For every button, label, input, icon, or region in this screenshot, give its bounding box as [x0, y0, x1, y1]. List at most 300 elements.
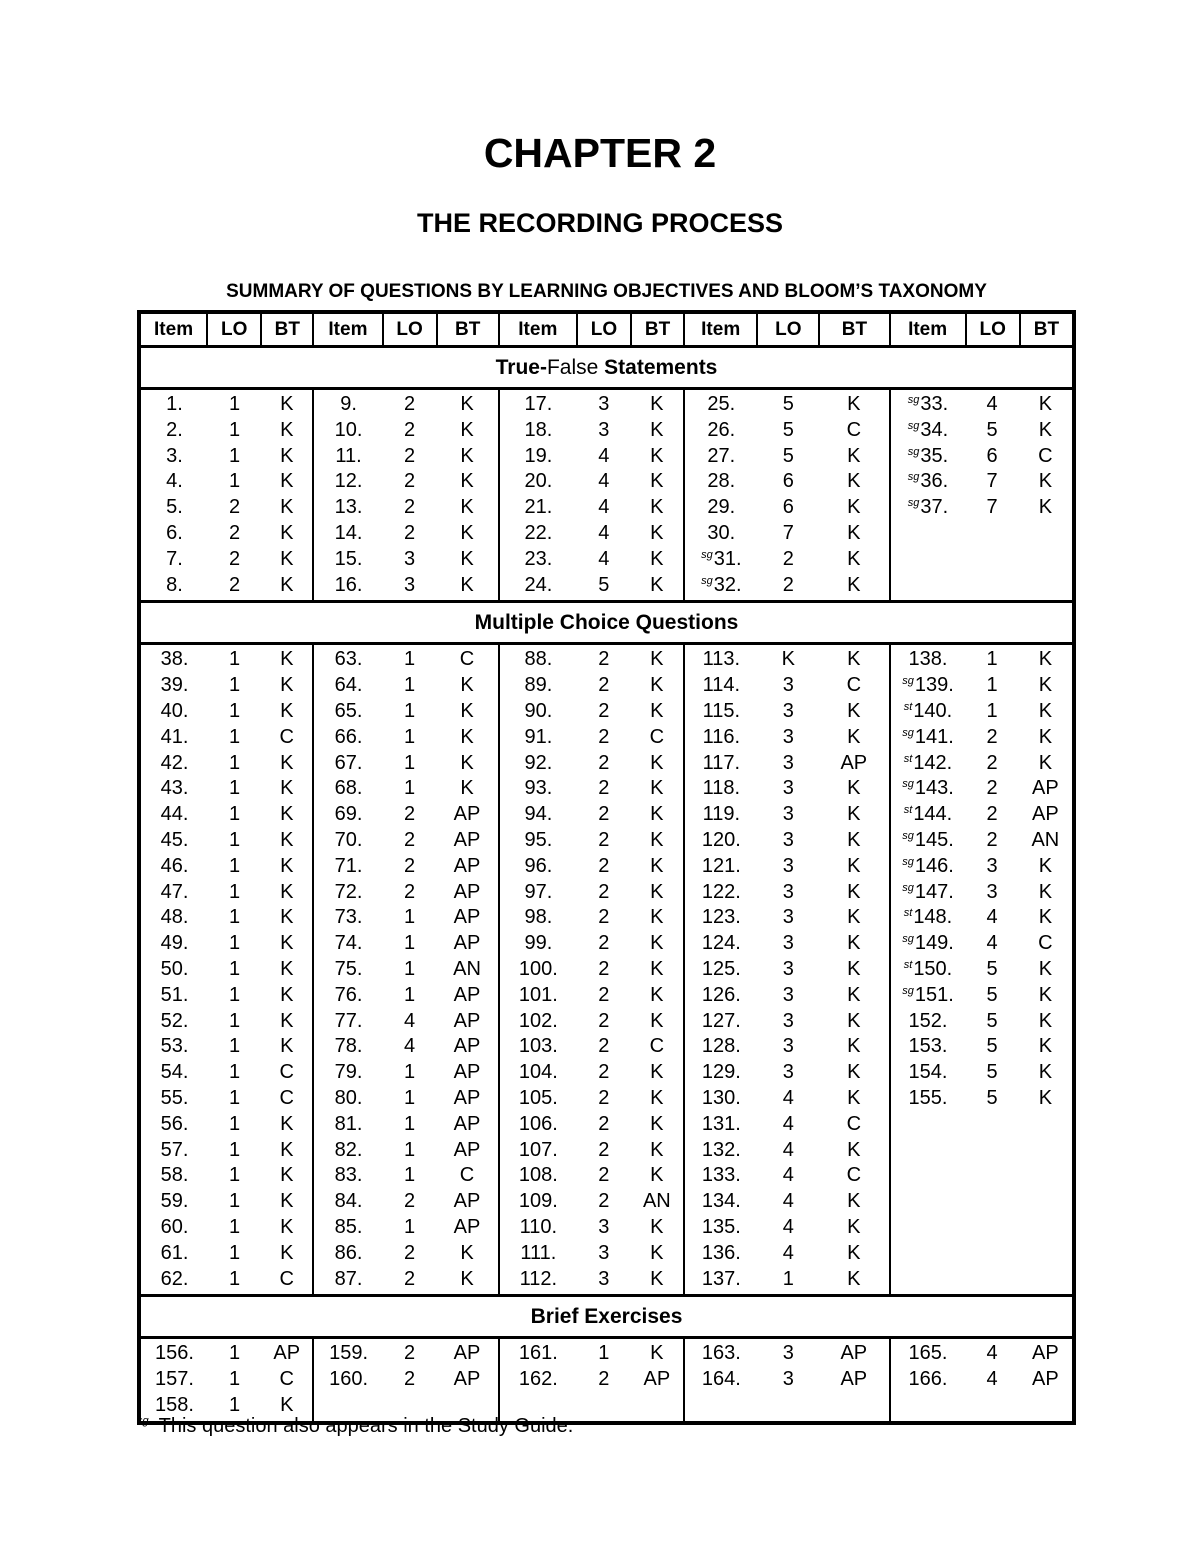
item-number: 115. — [702, 699, 741, 722]
item-cell — [500, 1163, 577, 1189]
item-cell — [685, 1086, 757, 1112]
table-row — [314, 1215, 497, 1241]
item-cell — [500, 647, 577, 673]
item-cell — [141, 1163, 208, 1189]
bt-cell: AP — [453, 1086, 481, 1109]
item-cell — [891, 495, 966, 521]
lo-cell: 2 — [598, 1138, 610, 1161]
table-row — [500, 1267, 683, 1293]
item-number: 133. — [701, 1164, 741, 1187]
lo-cell: 4 — [598, 521, 610, 544]
item-number: 35. — [920, 444, 949, 467]
table-row — [141, 1163, 312, 1189]
item-marker: sg — [902, 829, 914, 842]
table-row — [141, 521, 312, 547]
table-row — [314, 1241, 497, 1267]
table-row — [891, 673, 1072, 699]
item-number: 127. — [701, 1009, 741, 1032]
bt-cell: AP — [453, 1061, 481, 1084]
bt-cell: C — [846, 674, 862, 697]
bt-cell: K — [650, 1215, 664, 1238]
item-number: 10. — [334, 418, 363, 441]
item-number: 74. — [334, 932, 363, 955]
bt-cell: K — [280, 854, 294, 877]
item-number: 140. — [913, 699, 953, 722]
lo-cell: 5 — [986, 1061, 998, 1084]
lo-cell: 3 — [782, 1061, 794, 1084]
item-number: 53. — [160, 1035, 189, 1058]
item-cell — [314, 673, 382, 699]
item-number: 79. — [334, 1061, 363, 1084]
header-bt: BT — [631, 312, 684, 347]
table-row — [314, 573, 497, 599]
lo-cell: 3 — [598, 1241, 610, 1264]
lo-cell: 2 — [598, 1190, 610, 1213]
item-number: 31. — [713, 547, 742, 570]
table-row — [314, 469, 497, 495]
bt-cell: K — [847, 521, 861, 544]
bt-cell: K — [847, 1138, 861, 1161]
lo-cell: 2 — [598, 648, 610, 671]
item-marker: sg — [907, 445, 920, 458]
lo-cell: 2 — [229, 547, 241, 570]
item-cell — [141, 444, 208, 470]
table-row — [500, 1138, 683, 1164]
item-number: 8. — [166, 573, 183, 596]
table-row — [891, 1086, 1072, 1112]
table-row — [141, 776, 312, 802]
table-row — [685, 444, 888, 470]
item-number: 20. — [524, 470, 553, 493]
lo-cell: 1 — [403, 725, 416, 748]
summary-table — [137, 310, 1076, 1425]
lo-cell: 2 — [403, 470, 416, 493]
table-row — [141, 725, 312, 751]
lo-cell: 2 — [598, 828, 610, 851]
item-cell — [685, 1367, 757, 1393]
table-row — [685, 699, 888, 725]
item-cell — [314, 983, 382, 1009]
lo-cell: 2 — [403, 828, 416, 851]
lo-cell: 1 — [403, 674, 416, 697]
bt-cell: K — [460, 496, 474, 519]
lo-cell: 2 — [986, 725, 998, 748]
item-number: 45. — [160, 828, 189, 851]
item-number: 33. — [920, 393, 949, 415]
lo-cell: 2 — [782, 547, 794, 570]
lo-cell: 1 — [403, 1112, 416, 1135]
chapter-title: THE RECORDING PROCESS — [416, 208, 784, 238]
header-bt: BT — [437, 312, 499, 347]
item-number: 107. — [518, 1138, 558, 1161]
lo-cell: 3 — [598, 1267, 610, 1290]
item-number: 163. — [701, 1342, 741, 1365]
bt-cell: AP — [453, 1035, 481, 1058]
table-row — [891, 931, 1072, 957]
item-marker: sg — [907, 471, 920, 484]
chapter-heading: CHAPTER 2 — [483, 130, 717, 176]
bt-cell: AP — [453, 983, 481, 1006]
item-cell — [500, 1009, 577, 1035]
table-row — [314, 1086, 497, 1112]
item-cell — [314, 905, 382, 931]
item-number: 109. — [518, 1190, 558, 1213]
column-group — [499, 1338, 684, 1423]
lo-cell: 4 — [782, 1112, 794, 1135]
item-number: 32. — [713, 573, 742, 596]
item-number: 131. — [701, 1112, 741, 1135]
item-number: 24. — [524, 573, 553, 596]
table-row — [500, 1060, 683, 1086]
item-cell — [314, 1112, 382, 1138]
item-marker: sg — [902, 778, 914, 791]
item-marker: st — [903, 700, 913, 713]
item-number: 29. — [707, 496, 736, 519]
bt-cell: K — [1038, 983, 1053, 1006]
item-cell — [891, 905, 966, 931]
table-row — [685, 983, 888, 1009]
bt-cell: K — [460, 674, 474, 697]
item-cell — [500, 725, 577, 751]
lo-cell: 2 — [403, 854, 416, 877]
table-row — [891, 983, 1072, 1009]
item-marker: sg — [907, 394, 920, 406]
item-cell — [141, 751, 208, 777]
item-number: 28. — [707, 470, 736, 493]
bt-cell: K — [280, 777, 294, 800]
item-number: 108. — [518, 1164, 558, 1187]
bt-cell: K — [847, 1267, 861, 1290]
lo-cell: 4 — [403, 1035, 416, 1058]
lo-cell: 2 — [986, 751, 998, 774]
bt-cell: K — [847, 854, 861, 877]
bt-cell: C — [1038, 444, 1053, 467]
bt-cell: AP — [273, 1342, 301, 1365]
item-cell — [314, 1060, 382, 1086]
lo-cell: 2 — [403, 1267, 416, 1290]
table-row — [685, 776, 888, 802]
lo-cell: 4 — [782, 1086, 794, 1109]
item-marker: sg — [902, 984, 914, 997]
item-number: 71. — [334, 854, 363, 877]
bt-cell: AP — [453, 854, 481, 877]
table-row — [314, 1189, 497, 1215]
bt-cell: AP — [453, 803, 481, 826]
table-row — [141, 983, 312, 1009]
item-number: 152. — [908, 1009, 948, 1032]
table-row — [314, 1009, 497, 1035]
item-number: 34. — [920, 418, 949, 441]
table-row — [141, 1138, 312, 1164]
table-row — [500, 418, 683, 444]
column-group — [684, 1338, 889, 1423]
item-number: 166. — [908, 1368, 948, 1391]
bt-cell: K — [280, 1190, 294, 1213]
item-cell — [685, 983, 757, 1009]
lo-cell: 1 — [403, 699, 416, 722]
item-cell — [685, 1034, 757, 1060]
bt-cell: K — [650, 983, 664, 1006]
header-bt: BT — [261, 312, 313, 347]
bt-cell: K — [460, 573, 474, 596]
bt-cell: AP — [453, 1342, 481, 1365]
lo-cell: 2 — [598, 803, 610, 826]
item-cell — [314, 521, 382, 547]
item-cell — [314, 802, 382, 828]
lo-cell: 1 — [229, 1009, 241, 1032]
table-row — [891, 647, 1072, 673]
bt-cell: K — [847, 828, 861, 851]
item-number: 7. — [166, 547, 183, 570]
item-cell — [685, 392, 757, 418]
header-lo: LO — [966, 312, 1020, 347]
item-cell — [500, 469, 577, 495]
table-row — [314, 802, 497, 828]
item-cell — [891, 1060, 966, 1086]
header-lo: LO — [577, 312, 631, 347]
table-row — [141, 647, 312, 673]
table-row — [891, 828, 1072, 854]
column-group — [139, 389, 313, 602]
item-number: 159. — [329, 1342, 369, 1365]
lo-cell: 6 — [782, 470, 794, 493]
lo-cell: 1 — [229, 699, 241, 722]
lo-cell: 3 — [598, 393, 610, 415]
bt-cell: K — [650, 496, 664, 519]
item-number: 95. — [524, 828, 553, 851]
lo-cell: 4 — [782, 1241, 794, 1264]
bt-cell: AP — [840, 1368, 868, 1391]
lo-cell: 1 — [403, 983, 416, 1006]
item-number: 118. — [702, 777, 741, 800]
table-row — [500, 776, 683, 802]
item-cell — [141, 495, 208, 521]
item-number: 30. — [707, 521, 736, 544]
bt-cell: AP — [840, 1342, 868, 1365]
bt-cell: AP — [453, 1368, 481, 1391]
bt-cell: K — [280, 1215, 294, 1238]
table-row — [685, 725, 888, 751]
item-number: 1. — [166, 393, 183, 415]
item-cell — [314, 880, 382, 906]
item-marker: st — [903, 907, 913, 920]
item-number: 120. — [701, 828, 741, 851]
bt-cell: K — [650, 751, 664, 774]
item-cell — [685, 1009, 757, 1035]
bt-cell: K — [460, 1241, 474, 1264]
bt-cell: C — [279, 1061, 294, 1084]
section-heading-text: Brief Exercises — [530, 1305, 683, 1329]
table-row — [685, 392, 888, 418]
bt-cell: K — [280, 521, 294, 544]
lo-cell: 2 — [598, 699, 610, 722]
table-row — [314, 931, 497, 957]
lo-cell: 2 — [403, 393, 416, 415]
item-cell — [891, 1009, 966, 1035]
item-cell — [141, 725, 208, 751]
bt-cell: K — [280, 1035, 294, 1058]
bt-cell: C — [459, 1164, 475, 1187]
header-item: Item — [139, 312, 207, 347]
item-cell — [314, 1367, 382, 1393]
item-marker: sg — [902, 675, 914, 688]
item-cell — [314, 444, 382, 470]
lo-cell: 5 — [986, 1086, 998, 1109]
item-number: 76. — [334, 983, 363, 1006]
item-cell — [314, 725, 382, 751]
table-row — [891, 854, 1072, 880]
table-row — [314, 957, 497, 983]
bt-cell: AP — [453, 828, 481, 851]
table-row — [891, 1060, 1072, 1086]
item-number: 154. — [908, 1061, 948, 1084]
item-cell — [314, 418, 382, 444]
lo-cell: 1 — [986, 699, 998, 722]
column-group — [684, 644, 889, 1296]
item-number: 81. — [334, 1112, 363, 1135]
lo-cell: 3 — [782, 751, 794, 774]
lo-cell: 5 — [986, 1035, 998, 1058]
lo-cell: 1 — [229, 1164, 241, 1187]
bt-cell: K — [847, 1215, 861, 1238]
item-number: 55. — [160, 1086, 189, 1109]
table-row — [685, 647, 888, 673]
bt-cell: K — [1038, 1061, 1053, 1084]
table-row — [314, 647, 497, 673]
item-number: 145. — [914, 828, 954, 851]
item-cell — [141, 957, 208, 983]
lo-cell: 1 — [403, 1061, 416, 1084]
lo-cell: 1 — [229, 1138, 241, 1161]
section-heading-text: True- — [495, 356, 547, 379]
bt-cell: K — [650, 1009, 664, 1032]
item-cell — [685, 647, 757, 673]
lo-cell: 3 — [782, 906, 794, 929]
bt-cell: K — [847, 1190, 861, 1213]
bt-cell: K — [280, 699, 294, 722]
table-row — [500, 854, 683, 880]
item-cell — [500, 854, 577, 880]
table-row — [141, 931, 312, 957]
item-cell — [500, 1086, 577, 1112]
table-row — [141, 469, 312, 495]
table-row — [314, 699, 497, 725]
lo-cell: 1 — [403, 957, 416, 980]
item-marker: st — [903, 804, 913, 817]
table-row — [141, 1034, 312, 1060]
lo-cell: 2 — [229, 521, 241, 544]
item-cell — [141, 521, 208, 547]
bt-cell: K — [847, 573, 861, 596]
bt-cell: K — [460, 699, 474, 722]
table-row — [685, 905, 888, 931]
item-number: 91. — [524, 725, 553, 748]
table-row — [891, 751, 1072, 777]
bt-cell: K — [847, 1241, 861, 1264]
table-row — [314, 1060, 497, 1086]
table-row — [314, 1034, 497, 1060]
table-row — [500, 392, 683, 418]
item-cell — [891, 444, 966, 470]
table-row — [500, 725, 683, 751]
table-row — [891, 957, 1072, 983]
lo-cell: 2 — [403, 521, 416, 544]
item-cell — [141, 647, 208, 673]
bt-cell: C — [1038, 932, 1053, 955]
lo-cell: 1 — [229, 1215, 241, 1238]
bt-cell: K — [650, 1164, 664, 1187]
bt-cell: K — [1038, 674, 1053, 697]
header-bt: BT — [819, 312, 889, 347]
table-row — [891, 1034, 1072, 1060]
header-item: Item — [313, 312, 382, 347]
item-cell — [685, 931, 757, 957]
item-marker: st — [903, 752, 913, 765]
table-row — [500, 647, 683, 673]
item-number: 16. — [334, 573, 363, 596]
bt-cell: AP — [453, 880, 481, 903]
lo-cell: 3 — [782, 725, 794, 748]
item-cell — [141, 1060, 208, 1086]
bt-cell: K — [1038, 418, 1053, 441]
lo-cell: 1 — [403, 777, 416, 800]
item-cell — [685, 1060, 757, 1086]
item-cell — [685, 751, 757, 777]
bt-cell: K — [847, 393, 861, 415]
table-row — [314, 905, 497, 931]
table-row — [500, 880, 683, 906]
bt-cell: K — [1038, 1009, 1053, 1032]
bt-cell: K — [650, 1241, 664, 1264]
table-row — [891, 444, 1072, 470]
item-cell — [314, 854, 382, 880]
table-row — [500, 1034, 683, 1060]
item-number: 99. — [524, 932, 553, 955]
lo-cell: 3 — [782, 983, 794, 1006]
table-row — [500, 1215, 683, 1241]
item-number: 21. — [524, 496, 553, 519]
item-number: 122. — [701, 880, 741, 903]
bt-cell: K — [847, 777, 861, 800]
item-number: 103. — [518, 1035, 558, 1058]
item-cell — [141, 854, 208, 880]
lo-cell: 3 — [986, 880, 998, 903]
bt-cell: K — [460, 521, 474, 544]
item-number: 143. — [914, 777, 954, 800]
table-row — [685, 751, 888, 777]
table-row — [500, 521, 683, 547]
item-cell — [500, 418, 577, 444]
lo-cell: 1 — [782, 1267, 794, 1290]
table-row — [314, 725, 497, 751]
item-number: 123. — [701, 906, 741, 929]
lo-cell: 2 — [598, 983, 610, 1006]
item-cell — [141, 699, 208, 725]
table-row — [500, 673, 683, 699]
item-number: 38. — [160, 648, 189, 671]
item-number: 2. — [166, 418, 183, 441]
item-cell — [891, 802, 966, 828]
lo-cell: 5 — [986, 1009, 998, 1032]
item-cell — [500, 521, 577, 547]
bt-cell: K — [280, 1241, 294, 1264]
item-cell — [500, 547, 577, 573]
table-row — [500, 983, 683, 1009]
table-row — [141, 495, 312, 521]
item-number: 39. — [160, 674, 189, 697]
item-number: 14. — [334, 521, 363, 544]
item-cell — [685, 699, 757, 725]
